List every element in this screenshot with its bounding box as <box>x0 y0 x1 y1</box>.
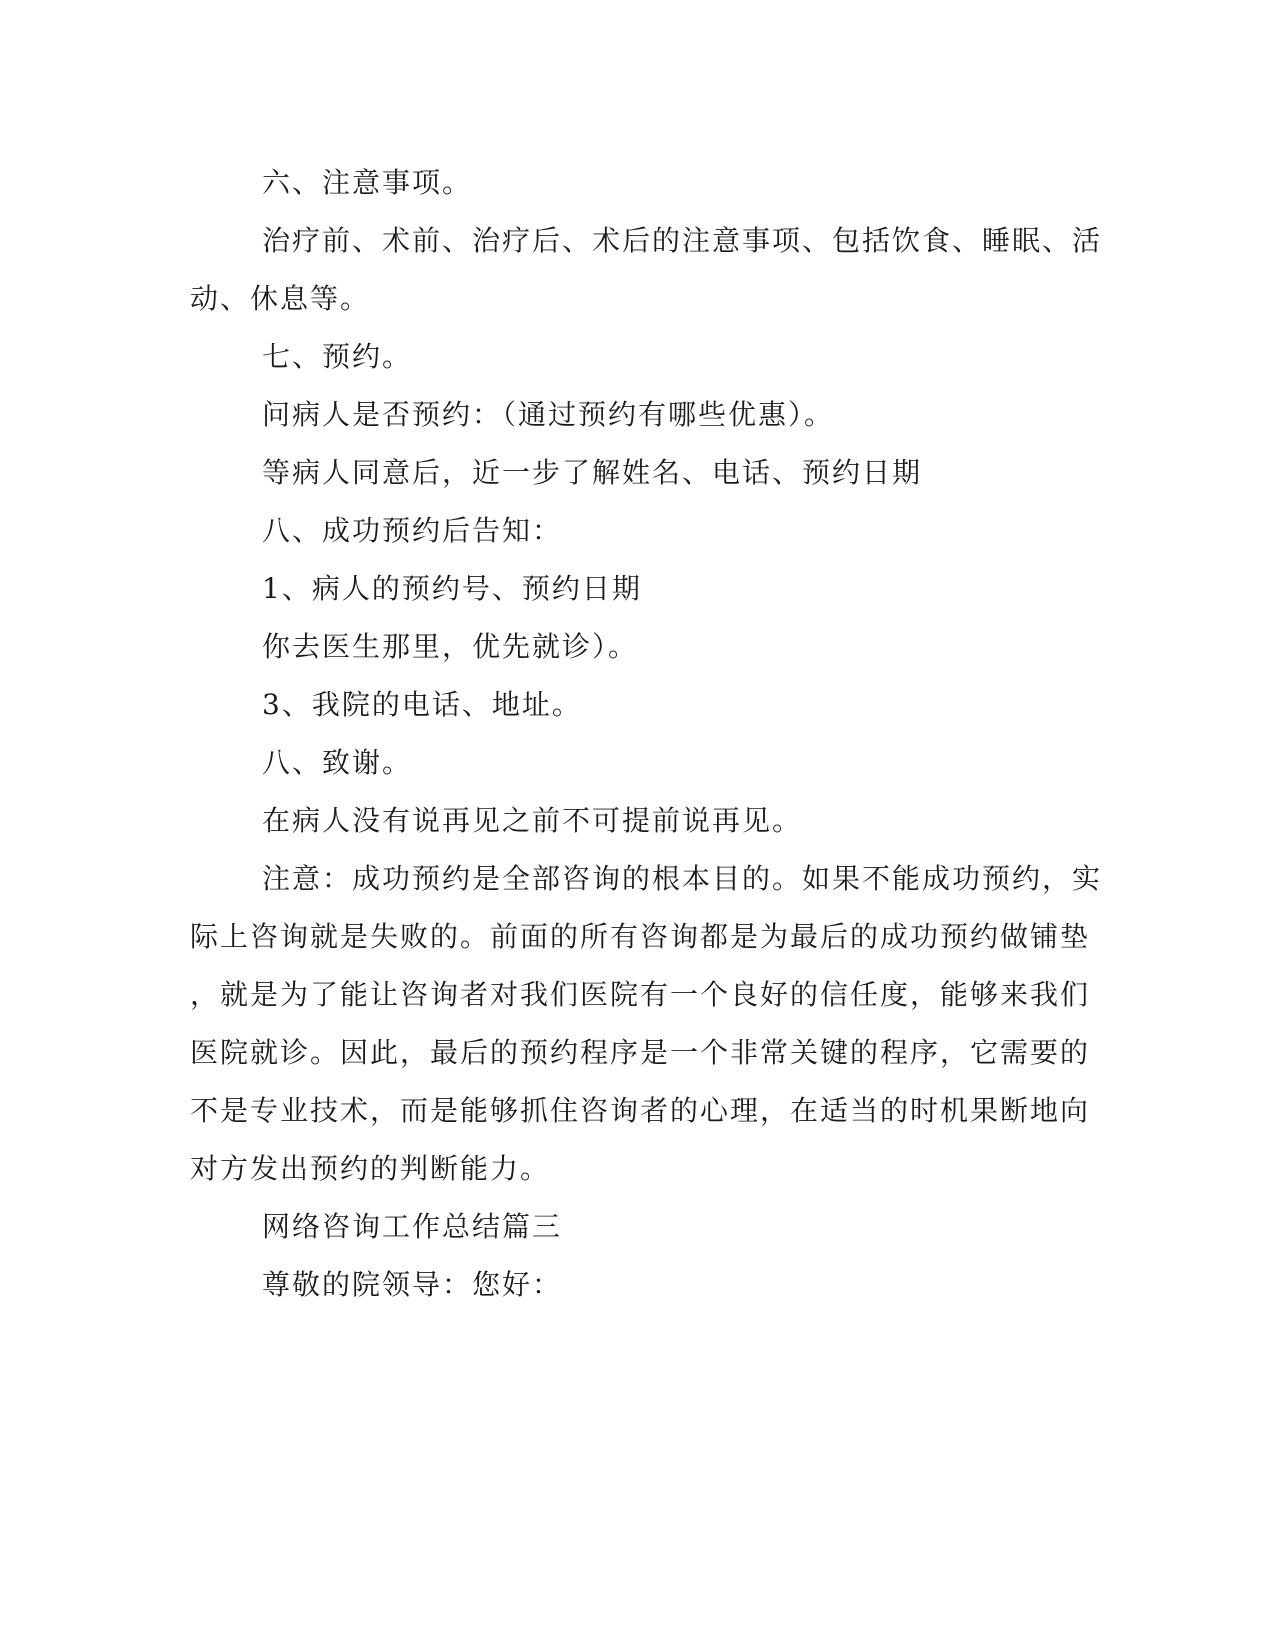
paragraph-line: 医院就诊。因此，最后的预约程序是一个非常关键的程序，它需要的 <box>190 1036 1091 1069</box>
section-heading-precautions: 六、注意事项。 <box>262 166 473 199</box>
list-item: 1、病人的预约号、预约日期 <box>262 572 642 605</box>
paragraph-line: 际上咨询就是失败的。前面的所有咨询都是为最后的成功预约做铺垫 <box>190 920 1091 953</box>
paragraph-line: 在病人没有说再见之前不可提前说再见。 <box>262 804 803 837</box>
paragraph-line: 等病人同意后，近一步了解姓名、电话、预约日期 <box>262 456 923 489</box>
salutation: 尊敬的院领导：您好： <box>262 1268 563 1301</box>
article-title: 网络咨询工作总结篇三 <box>262 1210 563 1243</box>
paragraph-line: 治疗前、术前、治疗后、术后的注意事项、包括饮食、睡眠、活 <box>262 224 1103 257</box>
paragraph-line: 注意：成功预约是全部咨询的根本目的。如果不能成功预约，实 <box>262 862 1103 895</box>
paragraph-line: ，就是为了能让咨询者对我们医院有一个良好的信任度，能够来我们 <box>190 978 1091 1011</box>
section-heading-appointment: 七、预约。 <box>262 340 413 373</box>
paragraph-line: 问病人是否预约：（通过预约有哪些优惠）。 <box>262 398 835 431</box>
paragraph-line: 对方发出预约的判断能力。 <box>190 1152 551 1185</box>
list-item: 3、我院的电话、地址。 <box>262 688 582 721</box>
section-heading-thanks: 八、致谢。 <box>262 746 413 779</box>
section-heading-notify: 八、成功预约后告知： <box>262 514 563 547</box>
paragraph-line: 你去医生那里，优先就诊）。 <box>262 630 639 663</box>
paragraph-line: 不是专业技术，而是能够抓住咨询者的心理，在适当的时机果断地向 <box>190 1094 1091 1127</box>
paragraph-line: 动、休息等。 <box>190 282 371 315</box>
